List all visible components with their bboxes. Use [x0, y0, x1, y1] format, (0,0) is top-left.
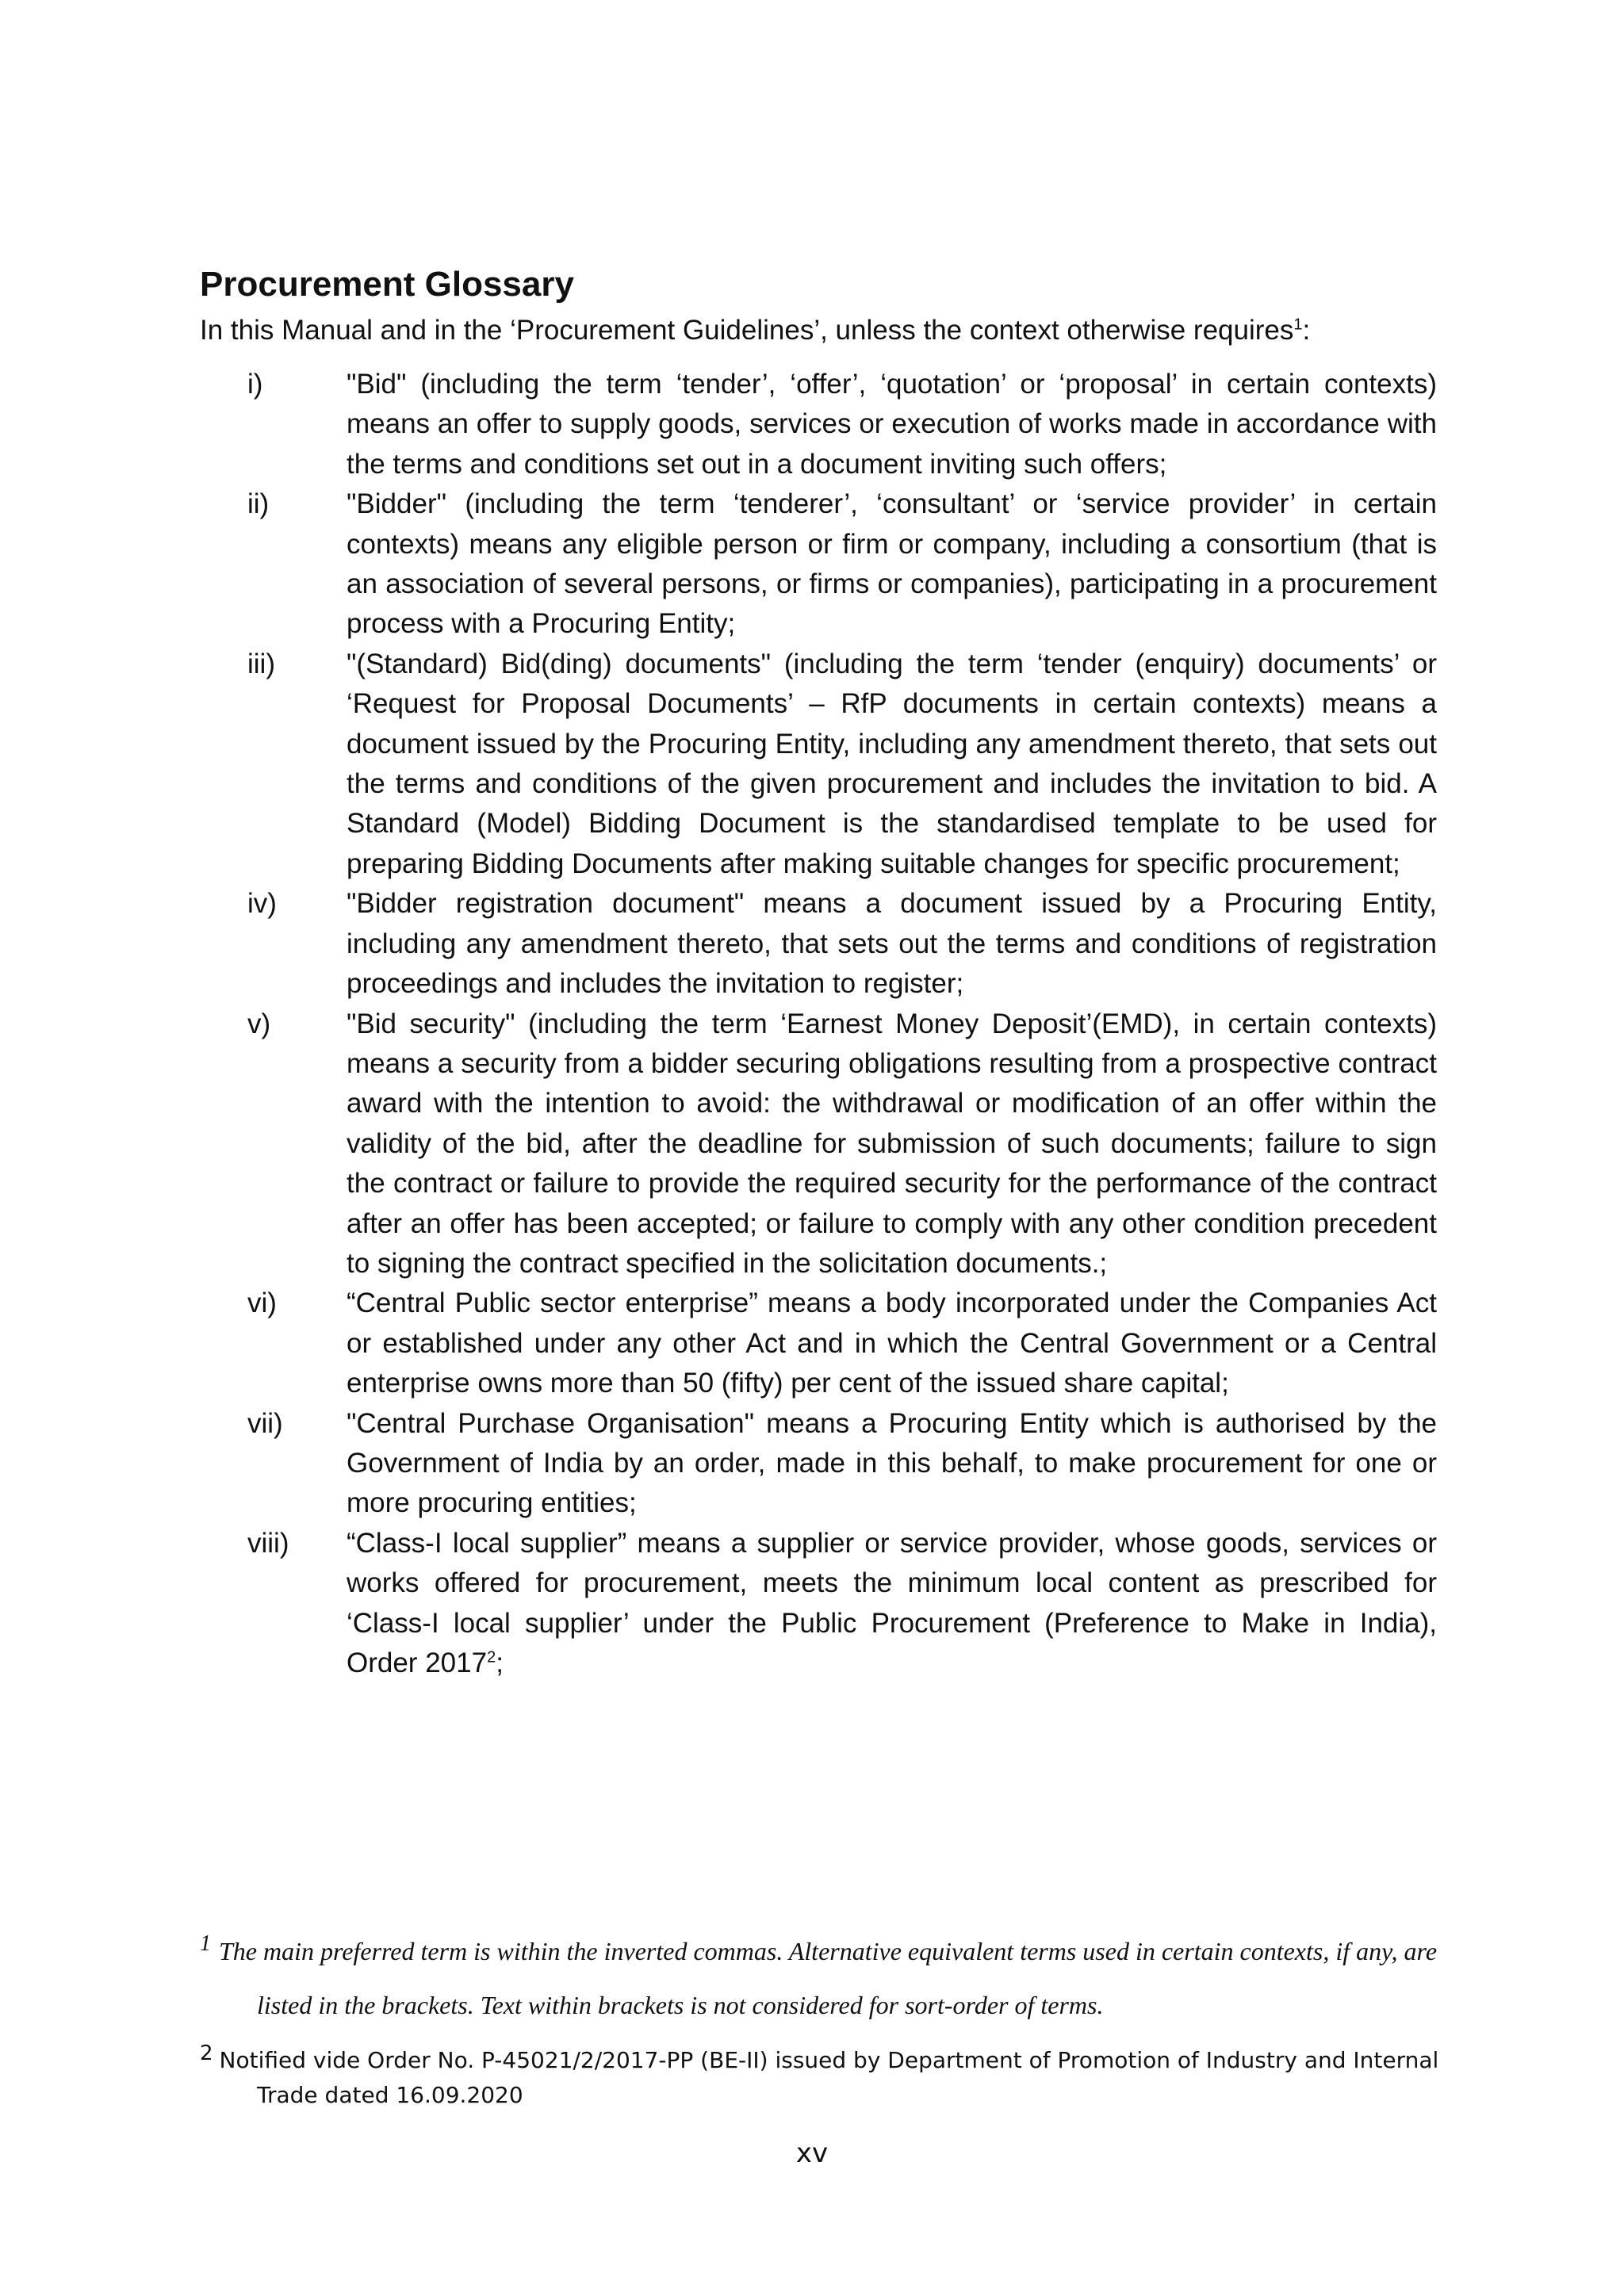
entry-definition: "Bid" (including the term ‘tender’, ‘offer’, ‘quotation’ or ‘proposal’ in certain contexts) means an offer to supply goods, services or execution of works made in accordance with the terms and conditions set out in a document inviting such offers; [347, 369, 1437, 480]
entry-definition: "Bidder registration document" means a document issued by a Procuring Entity, including any amendment thereto, that sets out the terms and conditions of registration proceedings and includes the invitation to register; [347, 888, 1437, 1000]
footnote-2 [200, 2036, 1494, 2113]
intro-paragraph [200, 311, 1437, 350]
entry-definition: "Bidder" (including the term ‘tenderer’, ‘consultant’ or ‘service provider’ in certain contexts) means any eligible person or firm or company, including a consortium (that is an association of several persons, or firms or companies), participating in a procurement process with a Procuring Entity; [347, 488, 1437, 640]
page-title: Procurement Glossary [200, 265, 574, 304]
glossary-entry-central-public-sector-enterprise [238, 1284, 1437, 1403]
intro-suffix: : [1302, 315, 1311, 346]
entry-definition: “Central Public sector enterprise” means a body incorporated under the Companies Act or established under any other Act and in which the Central Government or a Central enterprise owns more than 50 (fifty) per cent of the issued share capital; [347, 1288, 1437, 1399]
entry-definition-suffix: ; [496, 1647, 504, 1678]
intro-text: In this Manual and in the ‘Procurement Guidelines’, unless the context otherwise requires [200, 315, 1294, 346]
glossary-entry-bid [238, 365, 1437, 484]
entry-number: viii) [247, 1527, 289, 1559]
page-number: xv [795, 2137, 829, 2169]
entry-number: iv) [247, 888, 277, 920]
glossary-entry-bid-security [238, 1004, 1437, 1284]
entry-number: i) [247, 369, 263, 400]
footnote-text: The main preferred term is within the inverted commas. Alternative equivalent terms used in certain contexts, if any, are listed in the brackets. Text within brackets is not considered for sort-order of terms. [219, 1937, 1438, 2019]
glossary-list [238, 365, 1437, 1683]
footnote-text: Notified vide Order No. P-45021/2/2017-PP (BE-II) issued by Department of Promotion of Industry and Internal Trade dated 16.09.2020 [219, 2047, 1439, 2108]
footnote-marker: 2 [200, 2042, 213, 2065]
glossary-entry-bidder-registration-document [238, 884, 1437, 1004]
entry-number: ii) [247, 488, 270, 520]
glossary-entry-central-purchase-organisation [238, 1404, 1437, 1524]
glossary-entry-bidder [238, 484, 1437, 645]
entry-definition-text: “Class-I local supplier” means a supplier or service provider, whose goods, services or works offered for procurement, meets the minimum local content as prescribed for ‘Class-I local supplier’ under the Public Procurement (Preference to Make in India), Order 2017 [347, 1527, 1437, 1678]
footnote-ref-1[interactable]: 1 [1293, 316, 1303, 334]
glossary-entry-class-i-local-supplier [238, 1524, 1437, 1684]
entry-definition: "(Standard) Bid(ding) documents" (including the term ‘tender (enquiry) documents’ or ‘Request for Proposal Documents’ – RfP documents in certain contexts) means a document issued by the Procuring Entity, including any amendment thereto, that sets out the terms and conditions of the given procurement and includes the invitation to bid. A Standard (Model) Bidding Document is the standardised template to be used for preparing Bidding Documents after making suitable changes for specific procurement; [347, 648, 1437, 879]
entry-definition [347, 1524, 1437, 1684]
entry-number: vii) [247, 1407, 283, 1439]
entry-definition: "Central Purchase Organisation" means a Procuring Entity which is authorised by the Government of India by an order, made in this behalf, to make procurement for one or more procuring entities; [347, 1407, 1437, 1519]
entry-definition: "Bid security" (including the term ‘Earnest Money Deposit’(EMD), in certain contexts) means a security from a bidder securing obligations resulting from a prospective contract award with the intention to avoid: the withdrawal or modification of an offer within the validity of the bid, after the deadline for submission of such documents; failure to sign the contract or failure to provide the required security for the performance of the contract after an offer has been accepted; or failure to comply with any other condition precedent to signing the contract specified in the solicitation documents.; [347, 1008, 1437, 1279]
entry-number: vi) [247, 1288, 277, 1319]
entry-number: v) [247, 1008, 271, 1039]
footnote-ref-2[interactable]: 2 [487, 1648, 496, 1667]
footnote-1 [200, 1917, 1494, 2032]
footnote-marker: 1 [200, 1931, 211, 1956]
glossary-entry-bidding-documents [238, 645, 1437, 884]
entry-number: iii) [247, 648, 275, 679]
